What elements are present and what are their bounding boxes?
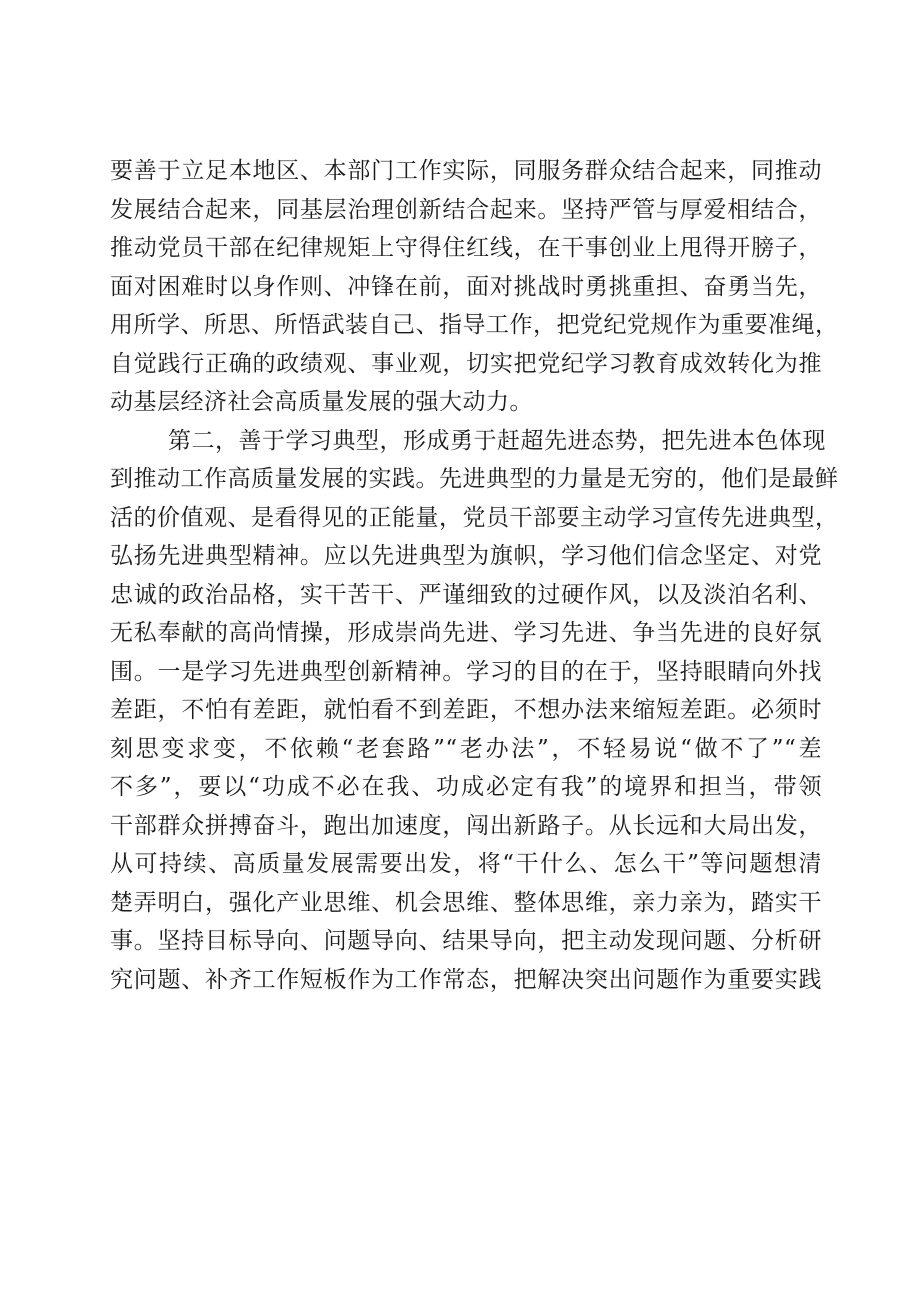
text-line: 自觉践行正确的政绩观、事业观，切实把党纪学习教育成效转化为推 [110,350,822,377]
text-line: 面对困难时以身作则、冲锋在前，面对挑战时勇挑重担、奋勇当先， [110,273,822,300]
body-text [110,152,839,999]
text-line: 推动党员干部在纪律规矩上守得住红线，在干事创业上甩得开膀子， [110,235,822,261]
text-line: 围。一是学习先进典型创新精神。学习的目的在于，坚持眼睛向外找 [110,658,822,685]
text-line: 动基层经济社会高质量发展的强大动力。 [110,389,533,415]
text-line: 活的价值观、是看得见的正能量，党员干部要主动学习宣传先进典型， [110,504,839,531]
text-line: 干部群众拼搏奋斗，跑出加速度，闯出新路子。从长远和大局出发， [110,812,822,839]
text-line: 不多”，要以“功成不必在我、功成必定有我”的境界和担当，带领 [110,774,822,800]
text-line: 要善于立足本地区、本部门工作实际，同服务群众结合起来，同推动 [110,158,822,184]
text-line: 到推动工作高质量发展的实践。先进典型的力量是无穷的，他们是最鲜 [110,466,839,492]
text-line: 刻思变求变，不依赖“老套路”“老办法”，不轻易说“做不了”“差 [110,735,822,762]
text-line: 弘扬先进典型精神。应以先进典型为旗帜，学习他们信念坚定、对党 [110,543,822,569]
text-line: 从可持续、高质量发展需要出发，将“干什么、怎么干”等问题想清 [110,851,822,877]
paragraph-first-line: 第二，善于学习典型，形成勇于赶超先进态势，把先进本色体现 [168,427,826,454]
text-line: 用所学、所思、所悟武装自己、指导工作，把党纪党规作为重要准绳， [110,312,839,338]
text-line: 忠诚的政治品格，实干苦干、严谨细致的过硬作风，以及淡泊名利、 [110,581,822,608]
text-line: 无私奉献的高尚情操，形成崇尚先进、学习先进、争当先进的良好氛 [110,620,822,646]
text-line: 差距，不怕有差距，就怕看不到差距，不想办法来缩短差距。必须时 [110,697,822,723]
text-line: 楚弄明白，强化产业思维、机会思维、整体思维，亲力亲为，踏实干 [110,889,822,916]
text-line: 究问题、补齐工作短板作为工作常态，把解决突出问题作为重要实践 [110,966,822,993]
text-line: 发展结合起来，同基层治理创新结合起来。坚持严管与厚爱相结合， [110,196,822,223]
text-line: 事。坚持目标导向、问题导向、结果导向，把主动发现问题、分析研 [110,928,822,954]
